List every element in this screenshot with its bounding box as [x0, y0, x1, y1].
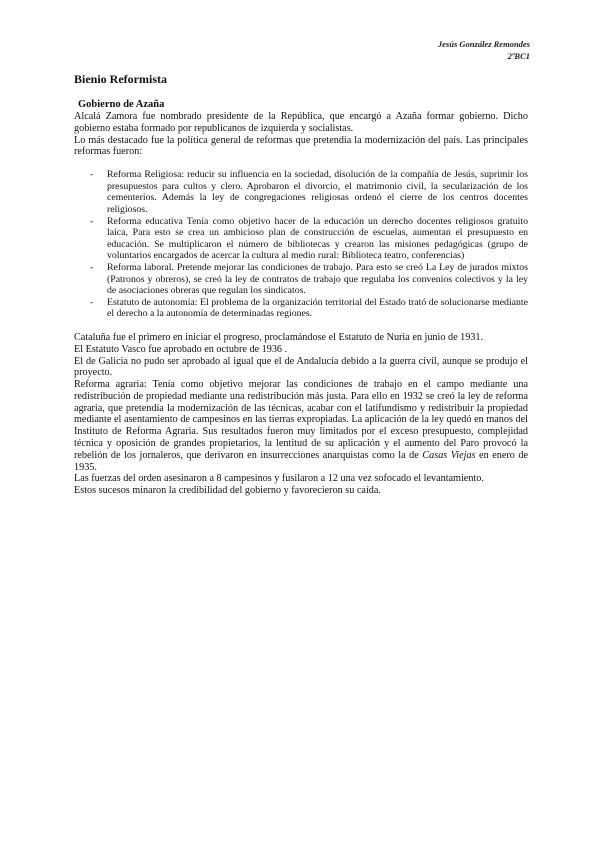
closing-paragraph-2: Estos sucesos minaron la credibilidad del gobierno y favorecieron su caída.	[74, 485, 381, 497]
list-item	[90, 215, 528, 262]
casas-viejas-tail: en enero de 1935.	[74, 449, 529, 473]
list-bullet: -	[90, 169, 94, 181]
list-item	[90, 296, 528, 320]
intro-paragraph-1: Alcalá Zamora fue nombrado presidente de la República, que encargó a Azaña formar gobierno. Dicho gobierno estaba formado por republicanos de izquierda y socialistas.	[74, 111, 528, 134]
list-item-text: Reforma educativa Tenía como objetivo hacer de la educación un derecho docentes religiosos gratuito laica, Para esto se crea un ambicioso plan de construcción de escuelas, aumentan el presupuesto en educación. Se multiplicaron el número de bibliotecas y crearon las misiones pedagógicas (grupo de voluntarios encargados de acercar la cultura al medio rural: Biblioteca teatro, conferencias)	[107, 215, 528, 262]
list-bullet: -	[90, 261, 94, 273]
document-body	[74, 72, 528, 497]
course-label: 2ºBC1	[507, 51, 530, 61]
intro-paragraph-2: Lo más destacado fue la política general de reformas que pretendía la modernización del país. Las principales reformas fueron:	[74, 134, 528, 158]
list-item	[90, 169, 528, 215]
section-subtitle: Gobierno de Azaña	[78, 99, 165, 110]
reforms-list	[74, 169, 528, 320]
body-paragraphs	[74, 332, 528, 497]
agrarian-reform-text: Reforma agraria: Tenía como objetivo mejorar las condiciones de trabajo en el campo mediante una redistribución de propiedad mediante una redistribución más justa. Para ello en 1932 se creó la ley de reforma agraria, que pretendía la modernización de las técnicas, acabar con el latifundismo y redistribuir la propiedad mediante el asentamiento de campesinos en las tierras expropiadas. La aplicación de la ley quedó en manos del Instituto de Reforma Agraria. Sus resultados fueron muy limitados por el exceso presupuesto, complejidad técnica y oposición de grandes propietarios, la lentitud de su aplicación y el aumento del Paro provocó la rebelión de los jornaleros, que derivaron en insurrecciones anarquistas como la de	[74, 379, 528, 461]
list-item-text: Estatuto de autonomía: El problema de la organización territorial del Estado trató de solucionarse mediante el derecho a la autonomía de determinadas regiones.	[107, 296, 528, 320]
casas-viejas-reference: Casas Viejas	[422, 449, 476, 461]
galicia-paragraph: El de Galicia no pudo ser aprobado al igual que el de Andalucía debido a la guerra civil, aunque se produjo el proyecto.	[74, 355, 528, 379]
closing-paragraph-1: Las fuerzas del orden asesinaron a 8 campesinos y fusilaron a 12 una vez sofocado el levantamiento.	[74, 473, 484, 485]
vasco-paragraph: El Estatuto Vasco fue aprobado en octubre de 1936 .	[74, 343, 288, 355]
list-bullet: -	[90, 296, 94, 308]
agrarian-reform-paragraph	[74, 379, 528, 473]
list-item-text: Reforma Religiosa: reducir su influencia en la sociedad, disolución de la compañía de Jesús, suprimir los presupuestos para cultos y clero. Aprobaron el divorcio, el matrimonio civil, la secularización de los cementerios. Además la ley de congregaciones religiosas ordenó el cierre de los centros docentes religiosos.	[107, 169, 528, 215]
cataluna-paragraph: Cataluña fue el primero en iniciar el progreso, proclamándose el Estatuto de Nuria en junio de 1931.	[74, 331, 484, 343]
list-item	[90, 261, 528, 297]
page-header	[438, 38, 530, 62]
document-title: Bienio Reformista	[74, 72, 167, 86]
list-item-text: Reforma laboral. Pretende mejorar las condiciones de trabajo. Para esto se creó La Ley de jurados mixtos (Patronos y obreros), se creó la ley de contratos de trabajo que regulaba los convenios colectivos y la ley de asociaciones obreras que regulan los sindicatos.	[107, 261, 528, 297]
author-name: Jesús González Remondes	[437, 39, 530, 49]
list-bullet: -	[90, 215, 94, 227]
